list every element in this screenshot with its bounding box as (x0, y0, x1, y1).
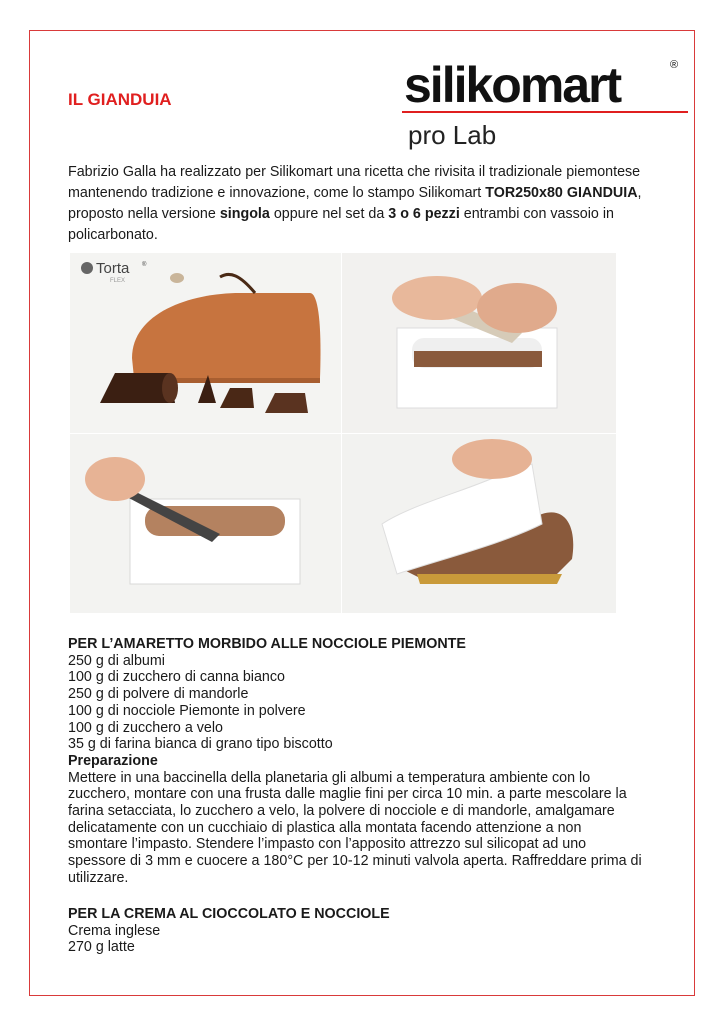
photo-piping-mold (342, 253, 616, 433)
crema-heading: PER LA CREMA AL CIOCCOLATO E NOCCIOLE (68, 906, 390, 922)
silikomart-prolab-logo (400, 52, 692, 152)
photo-spreading (70, 434, 341, 613)
preparation-line: utilizzare. (68, 869, 129, 886)
svg-text:FLEX: FLEX (110, 278, 126, 284)
ingredient-item: 100 g di zucchero di canna bianco (68, 669, 285, 686)
preparation-line: spessore di 3 mm e cuocere a 180°C per 10-12 minuti valvola aperta. Raffreddare prima di (68, 853, 642, 870)
logo-prolab: pro Lab (408, 120, 497, 150)
ingredient-item: 100 g di nocciole Piemonte in polvere (68, 702, 306, 719)
ingredient-item: 35 g di farina bianca di grano tipo biscotto (68, 736, 333, 753)
preparation-heading: Preparazione (68, 752, 158, 769)
crema-line: Crema inglese (68, 922, 161, 939)
crema-section (68, 906, 668, 956)
amaretto-heading: PER L’AMARETTO MORBIDO ALLE NOCCIOLE PIEMONTE (68, 636, 466, 652)
ingredient-item: 250 g di albumi (68, 652, 165, 669)
photo-grid (70, 253, 616, 613)
photo-finished-cake (70, 253, 341, 433)
preparation-line: Mettere in una baccinella della planetaria gli albumi a temperatura ambiente con lo (68, 769, 591, 786)
ingredient-item: 250 g di polvere di mandorle (68, 686, 249, 703)
logo-brand: silikomart (404, 57, 621, 113)
intro-paragraph: Fabrizio Galla ha realizzato per Silikomart una ricetta che rivisita il tradizionale piemontese mantenendo tradizione e innovazione, come lo stampo Silikomart TOR250x80 GIANDUIA, proposto nella versione singola oppure nel set da 3 o 6 pezzi entrambi con vassoio in policarbonato. (68, 164, 642, 243)
logo-registered: ® (670, 59, 679, 71)
preparation-line: smontare l’impasto. Stendere l’impasto con l’apposito attrezzo sul silicopat ad uno (68, 836, 587, 853)
page-title: IL GIANDUIA (68, 90, 172, 109)
photo-unmolding (342, 434, 616, 613)
svg-text:®: ® (142, 262, 147, 268)
preparation-line: delicatamente con un cucchiaio di plastica alla montata facendo attenzione a non (68, 819, 582, 836)
torta-logo-text: Torta (96, 260, 130, 277)
preparation-line: zucchero, montare con una frusta dalle maglie fini per circa 10 min. a parte mescolare la (68, 786, 627, 803)
amaretto-section (68, 636, 668, 887)
preparation-line: farina setacciata, lo zucchero a velo, la polvere di nocciole e di mandorle, amalgamare (68, 803, 615, 820)
ingredient-item: 100 g di zucchero a velo (68, 719, 223, 736)
crema-line: 270 g latte (68, 939, 135, 956)
